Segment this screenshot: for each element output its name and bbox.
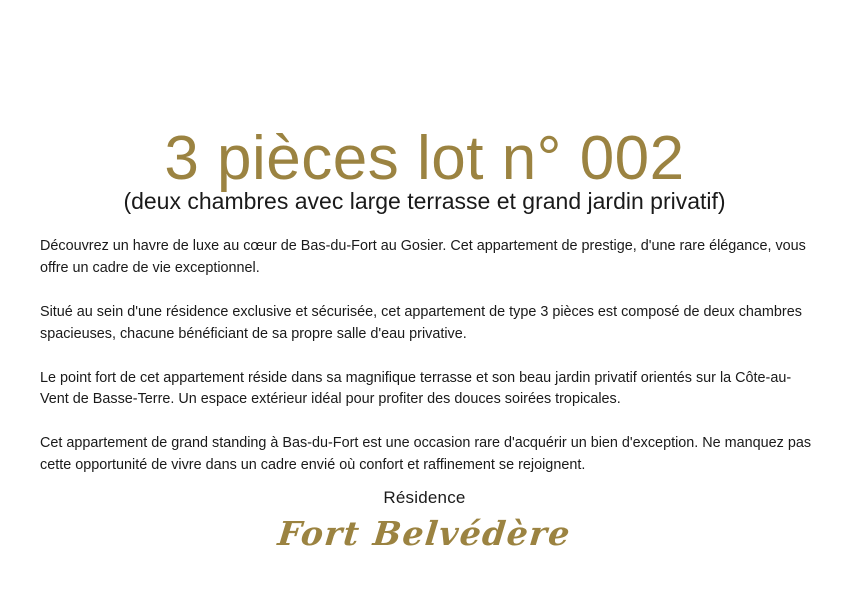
- paragraph: Découvrez un havre de luxe au cœur de Bas-du-Fort au Gosier. Cet appartement de prestige, d'une rare élégance, vous offre un cadre de vie exceptionnel.: [40, 238, 806, 276]
- page-title: 3 pièces lot n° 002: [164, 123, 685, 193]
- residence-footer: [0, 488, 849, 553]
- paragraph: Situé au sein d'une résidence exclusive et sécurisée, cet appartement de type 3 pièces est composé de deux chambres spacieuses, chacune bénéficiant de sa propre salle d'eau privative.: [40, 303, 802, 342]
- paragraph: Cet appartement de grand standing à Bas-du-Fort est une occasion rare d'acquérir un bien d'exception. Ne manquez pas cette opportunité de vivre dans un cadre envié où confort et raffinement se rejoignent.: [40, 435, 812, 474]
- body-text: [40, 236, 812, 477]
- page-subtitle: (deux chambres avec large terrasse et grand jardin privatif): [123, 188, 726, 214]
- residence-name-logo: Fort Belvédère: [276, 514, 573, 553]
- residence-label: Résidence: [383, 488, 466, 507]
- paragraph: Le point fort de cet appartement réside dans sa magnifique terrasse et son beau jardin privatif orientés sur la Côte-au-Vent de Basse-Terre. Un espace extérieur idéal pour profiter des douces soirées tropicales.: [40, 369, 792, 408]
